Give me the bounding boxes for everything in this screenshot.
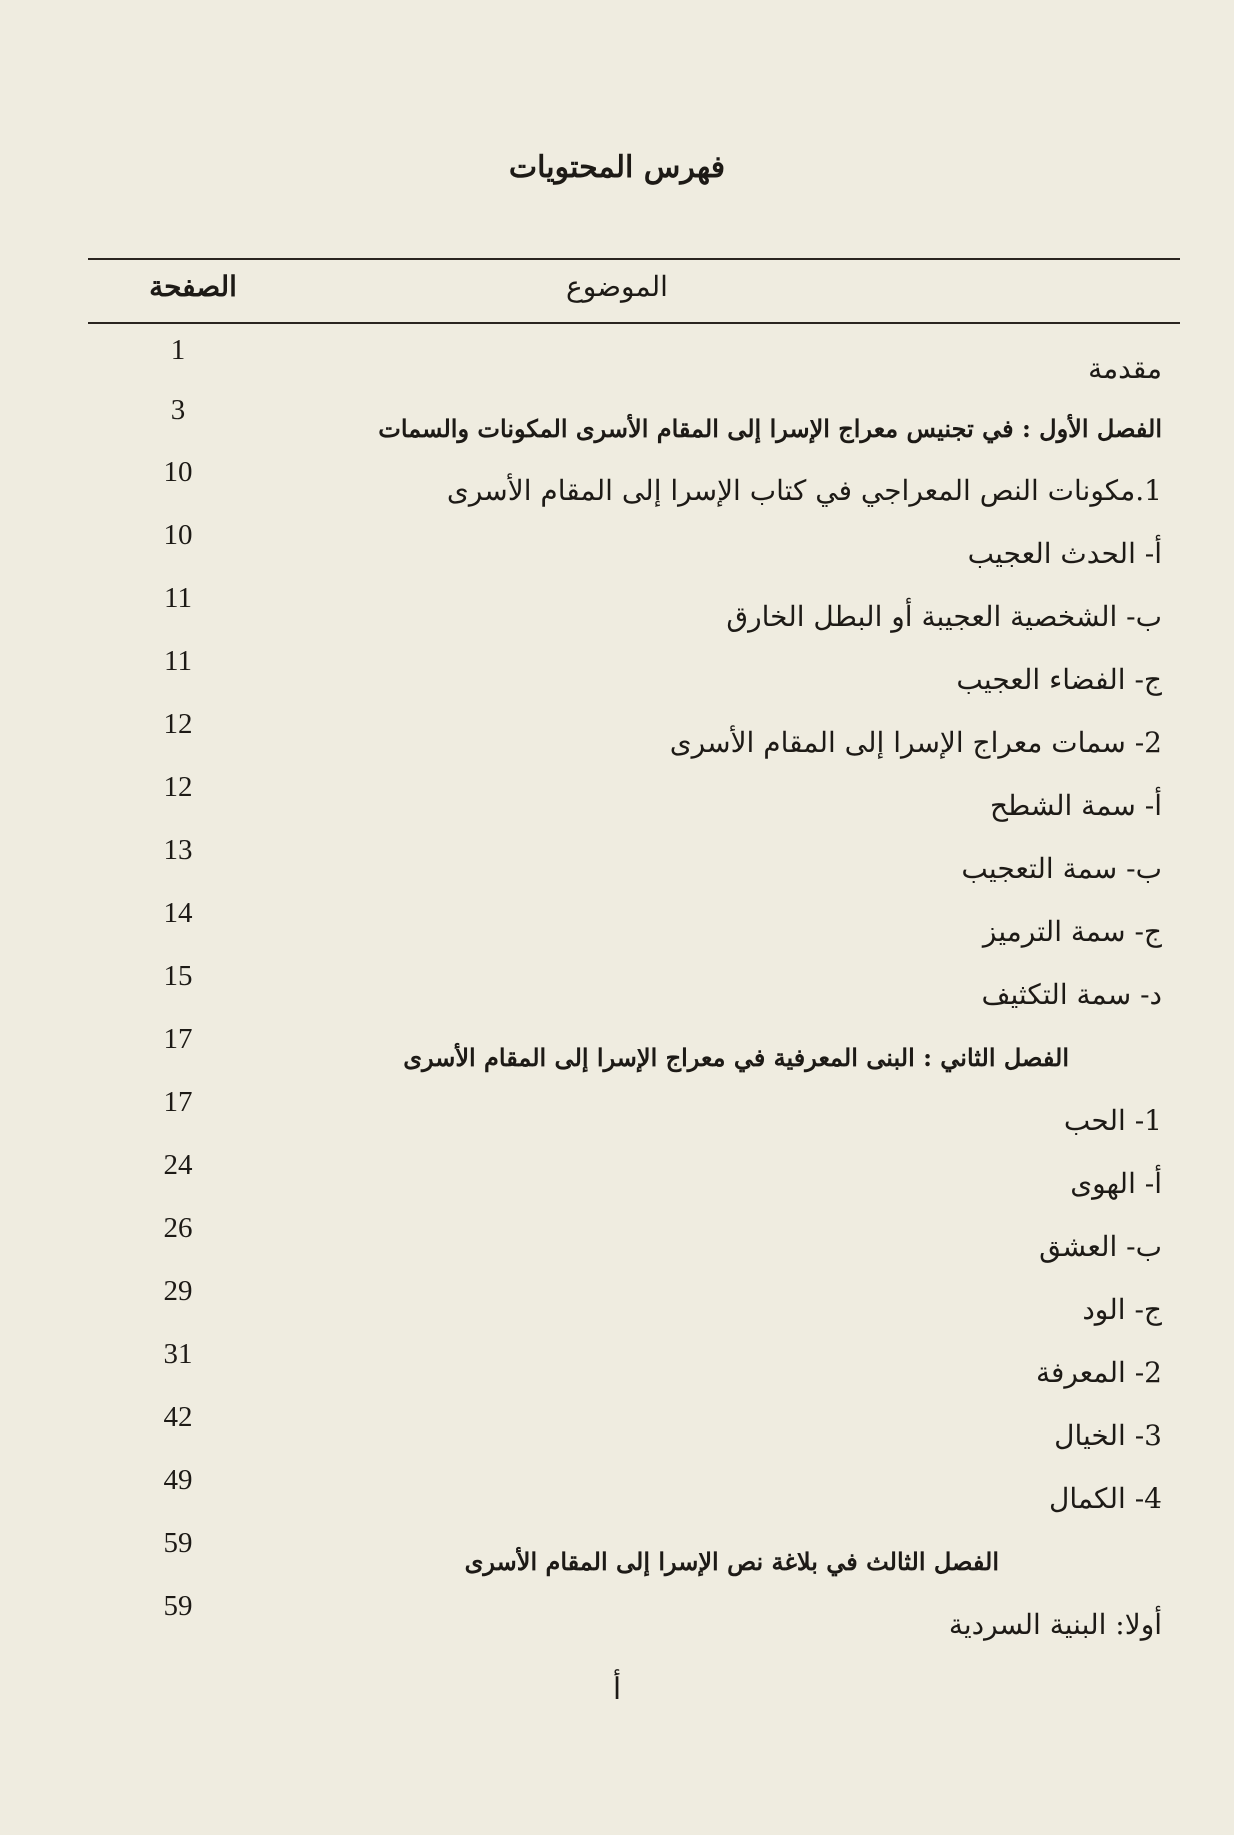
toc-entry-page: 15 [163, 960, 193, 992]
toc-entry [0, 456, 1234, 514]
page-title: فهرس المحتويات [508, 150, 726, 185]
column-header-page: الصفحة [149, 270, 237, 303]
toc-entry-page: 1 [170, 334, 186, 366]
toc-entry [0, 771, 1234, 829]
toc-entry-title: الفصل الثالث في بلاغة نص الإسرا إلى المقام الأسرى [464, 1547, 999, 1576]
toc-entry [0, 1401, 1234, 1459]
page-folio: أ [612, 1672, 622, 1707]
toc-entry-title: أ- الهوى [1070, 1167, 1162, 1200]
toc-entry-title: أ- سمة الشطح [989, 789, 1162, 822]
toc-entry-title: ج- الود [1082, 1293, 1162, 1326]
toc-entry [0, 582, 1234, 640]
toc-entry-page: 24 [163, 1149, 193, 1181]
toc-entry-title: 3- الخيال [1054, 1419, 1162, 1452]
toc-entry-title: الفصل الأول : في تجنيس معراج الإسرا إلى المقام الأسرى المكونات والسمات [378, 414, 1162, 443]
toc-entry-title: أولا: البنية السردية [948, 1608, 1162, 1641]
toc-entry [0, 960, 1234, 1018]
header-top-rule [88, 258, 1180, 260]
toc-entry [0, 1149, 1234, 1207]
toc-chapter-heading [0, 1527, 1234, 1585]
toc-entry-page: 59 [163, 1590, 193, 1622]
toc-entry [0, 334, 1234, 392]
toc-entry-title: ب- الشخصية العجيبة أو البطل الخارق [726, 600, 1162, 633]
toc-entry [0, 708, 1234, 766]
toc-entry-page: 29 [163, 1275, 193, 1307]
toc-entry [0, 1464, 1234, 1522]
toc-entry-title: 1.مكونات النص المعراجي في كتاب الإسرا إلى المقام الأسرى [446, 474, 1162, 507]
toc-entry-page: 17 [163, 1086, 193, 1118]
toc-entry-page: 13 [163, 834, 193, 866]
toc-entry [0, 1590, 1234, 1648]
toc-entry [0, 1338, 1234, 1396]
toc-entry-title: 1- الحب [1063, 1104, 1162, 1137]
toc-entry-title: ب- سمة التعجيب [961, 852, 1162, 885]
toc-entry-title: الفصل الثاني : البنى المعرفية في معراج الإسرا إلى المقام الأسرى [403, 1043, 1069, 1072]
toc-entry-title: د- سمة التكثيف [981, 978, 1162, 1011]
toc-entry-page: 11 [164, 645, 192, 677]
toc-entry [0, 1275, 1234, 1333]
toc-entry-page: 14 [163, 897, 193, 929]
toc-entry-title: مقدمة [1088, 352, 1162, 385]
toc-entry [0, 897, 1234, 955]
toc-entry-page: 12 [163, 771, 193, 803]
toc-chapter-heading [0, 1023, 1234, 1081]
toc-entry-page: 31 [163, 1338, 193, 1370]
toc-entry-page: 42 [163, 1401, 193, 1433]
toc-chapter-heading [0, 394, 1234, 452]
toc-entry-page: 17 [163, 1023, 193, 1055]
toc-entry [0, 1086, 1234, 1144]
toc-entry-page: 12 [163, 708, 193, 740]
toc-entry-title: ج- سمة الترميز [982, 915, 1162, 948]
toc-entry-title: 2- المعرفة [1035, 1356, 1162, 1389]
toc-entry-page: 3 [170, 394, 186, 426]
toc-entry-title: أ- الحدث العجيب [967, 537, 1162, 570]
toc-entry-page: 59 [163, 1527, 193, 1559]
toc-entry [0, 519, 1234, 577]
toc-entry-title: ب- العشق [1039, 1230, 1162, 1263]
column-header-subject: الموضوع [566, 270, 668, 303]
toc-entry-page: 10 [163, 456, 193, 488]
toc-entry-page: 26 [163, 1212, 193, 1244]
toc-entry-title: 2- سمات معراج الإسرا إلى المقام الأسرى [669, 726, 1162, 759]
toc-entry [0, 645, 1234, 703]
toc-entry-title: 4- الكمال [1048, 1482, 1162, 1515]
toc-entry-page: 49 [163, 1464, 193, 1496]
header-bottom-rule [88, 322, 1180, 324]
toc-entry [0, 1212, 1234, 1270]
toc-entry-page: 11 [164, 582, 192, 614]
toc-entry [0, 834, 1234, 892]
toc-entry-title: ج- الفضاء العجيب [956, 663, 1162, 696]
toc-entry-page: 10 [163, 519, 193, 551]
